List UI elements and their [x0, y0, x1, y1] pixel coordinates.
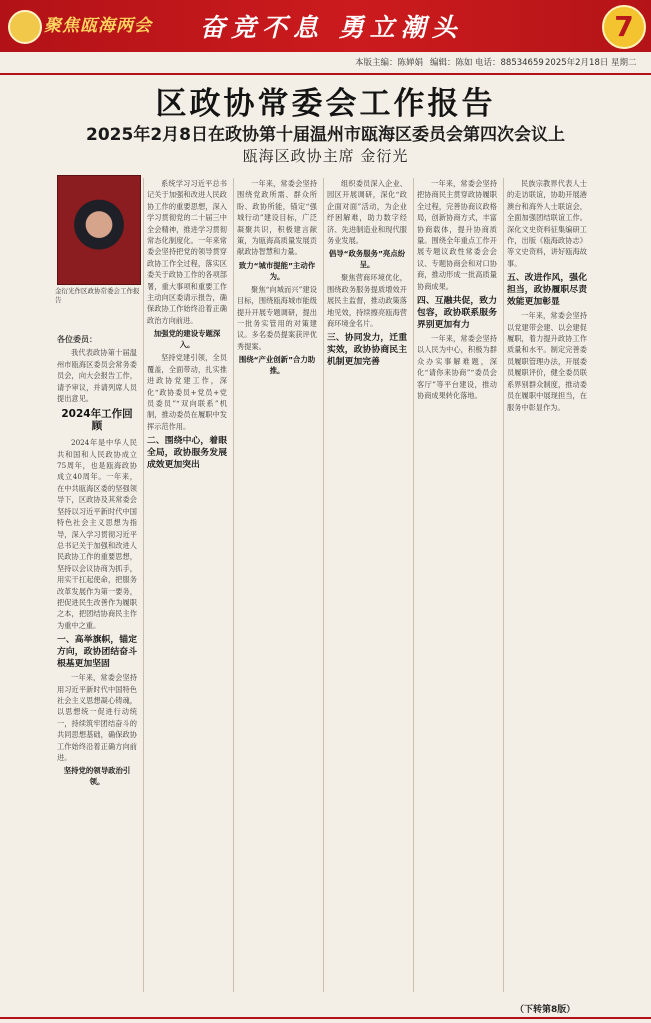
banner-slogan: 奋竞不息 勇立潮头	[200, 13, 463, 42]
body-paragraph: 一年来，常委会坚持以人民为中心，积极为群众办实事解难题，深化“请你来协商”“委员会客厅”等平台建设，推动协商成果转化落地。	[417, 334, 497, 401]
article-column-6	[507, 178, 587, 992]
continued-note: （下转第8版）	[515, 1005, 576, 1015]
editor-label: 编辑：陈如	[430, 58, 473, 68]
section-logo	[8, 6, 158, 46]
column-divider	[233, 178, 234, 992]
article-column-1	[57, 332, 137, 992]
body-paragraph: 一年来，常委会坚持以党建带会建、以会建促履职，着力提升政协工作质量和水平。制定完善委员履职管理办法，开展委员履职评价，健全委员联系界别群众制度，推动委员在履职中展现担当，在服务中彰显作为。	[507, 311, 587, 412]
body-paragraph: 坚持党建引领，全员覆盖，全面带动，扎实推进政协党建工作，深化“政协委员+党员+党员委员”“双向联系”机制，推动委员在履职中发挥示范作用。	[147, 353, 227, 431]
body-paragraph: 民族宗教界代表人士的走访联谊，协助开展港澳台和海外人士联谊会，全面加强团结联谊工作。深化文史资料征集编研工作，出版《瓯海政协志》等文史资料，讲好瓯海故事。	[507, 179, 587, 268]
subheading: 致力“城市提能”主动作为。	[238, 260, 316, 281]
intro-paragraph: 我代表政协第十届温州市瓯海区委员会常务委员会，向大会报告工作，请予审议，并请列席人员提出意见。	[57, 348, 137, 404]
section-heading-1: 一、高举旗帜，锚定方向，政协团结奋斗根基更加坚固	[57, 635, 137, 670]
column-divider	[143, 178, 144, 992]
body-paragraph: 聚焦“向城而兴”建设目标，围绕瓯海城市能级提升开展专题调研，提出一批务实管用的对策建议。多名委员提案获评优秀提案。	[237, 284, 317, 351]
chief-editor-label: 本版主编：陈婵娟	[355, 58, 424, 68]
section-heading-5: 五、改进作风，强化担当，政协履职尽责效能更加彰显	[507, 273, 587, 308]
issue-date: 2025年2月18日 星期二	[545, 58, 637, 68]
article-column-4	[327, 178, 407, 992]
page-info-line	[0, 53, 651, 75]
body-paragraph: 一年来，常委会坚持把协商民主贯穿政协履职全过程，完善协商议政格局，创新协商方式，丰富协商载体，提升协商质量。围绕全年重点工作开展专题议政性常委会会议、专题协商会和对口协商，推动形成一批高质量协商成果。	[417, 179, 497, 291]
body-paragraph: 聚焦营商环境优化，围绕政务服务提质增效开展民主监督，推动政策落地见效，持续擦亮瓯海营商环境金名片。	[327, 273, 407, 329]
section-logo-text: 聚焦瓯海两会	[44, 16, 152, 36]
article-byline: 瓯海区政协主席 金衍光	[242, 147, 409, 165]
article-column-5	[417, 178, 497, 992]
greeting: 各位委员：	[57, 335, 97, 344]
photo-caption: 金衍光作区政协常委会工作报告	[55, 287, 140, 304]
subheading: 加强党的建设专题深入。	[153, 329, 221, 350]
article-subhead: 2025年2月8日在政协第十届温州市瓯海区委员会第四次会议上	[86, 125, 565, 145]
subheading: 围绕“产业创新”合力助推。	[238, 355, 316, 376]
article-column-2	[147, 178, 227, 992]
body-paragraph: 组织委员深入企业、园区开展调研，深化“政企面对面”活动，为企业纾困解难，助力数字经济、先进制造业和现代服务业发展。	[327, 179, 407, 246]
subheading: 倡导“政务服务”亮点纷呈。	[328, 249, 406, 270]
body-paragraph: 一年来，常委会坚持用习近平新时代中国特色社会主义思想凝心铸魂，以思想统一促进行动统一，持续筑牢团结奋斗的共同思想基础，确保政协工作始终沿着正确方向前进。	[57, 673, 137, 762]
page-number-badge: 7	[602, 5, 646, 49]
body-paragraph: 一年来，常委会坚持围绕党政所需、群众所盼、政协所能，锚定“强城行动”建设目标，广泛凝聚共识，积极建言献策，为瓯海高质量发展贡献政协智慧和力量。	[237, 179, 317, 257]
article-column-3	[237, 178, 317, 992]
column-divider	[503, 178, 504, 992]
cppcc-emblem-icon	[8, 10, 42, 44]
masthead-banner	[0, 0, 651, 52]
column-divider	[413, 178, 414, 992]
subheading: 坚持党的领导政治引领。	[63, 766, 131, 787]
section-heading-3: 三、协同发力，迁重实效，政协协商民主机制更加完善	[327, 333, 407, 368]
body-paragraph: 系统学习习近平总书记关于加强和改进人民政协工作的重要思想，深入学习贯彻党的二十届三中全会精神，推进学习贯彻常态化制度化。一年来常委会坚持把党的领导贯穿政协工作全过程，落实区委关于政协工作的各项部署，重大事项和重要工作主动向区委请示报告，确保政协工作始终沿着正确政治方向前进。	[147, 179, 227, 325]
article-headline: 区政协常委会工作报告	[155, 86, 496, 122]
speaker-photo	[57, 175, 141, 285]
review-title: 2024年工作回顾	[61, 408, 133, 432]
section-heading-4: 四、互融共促，致力包容，政协联系服务界别更加有力	[417, 296, 497, 331]
column-divider	[323, 178, 324, 992]
phone-label: 电话：88534659	[475, 58, 544, 68]
body-paragraph: 2024年是中华人民共和国和人民政协成立75周年，也是瓯海政协成立40周年。一年来，在中共瓯海区委的坚强领导下，区政协及其常委会坚持以习近平新时代中国特色社会主义思想为指导，深入学习贯彻习近平总书记关于加强和改进人民政协工作的重要思想，坚持以会议协商为抓手，用实干扛起使命，把服务改革发展作为第一要务，把促进民生改善作为履职之本，把团结协商民主作为重中之重。	[57, 438, 137, 630]
bottom-rule	[0, 1017, 651, 1019]
section-heading-2: 二、围绕中心，着眼全局，政协服务发展成效更加突出	[147, 436, 227, 471]
